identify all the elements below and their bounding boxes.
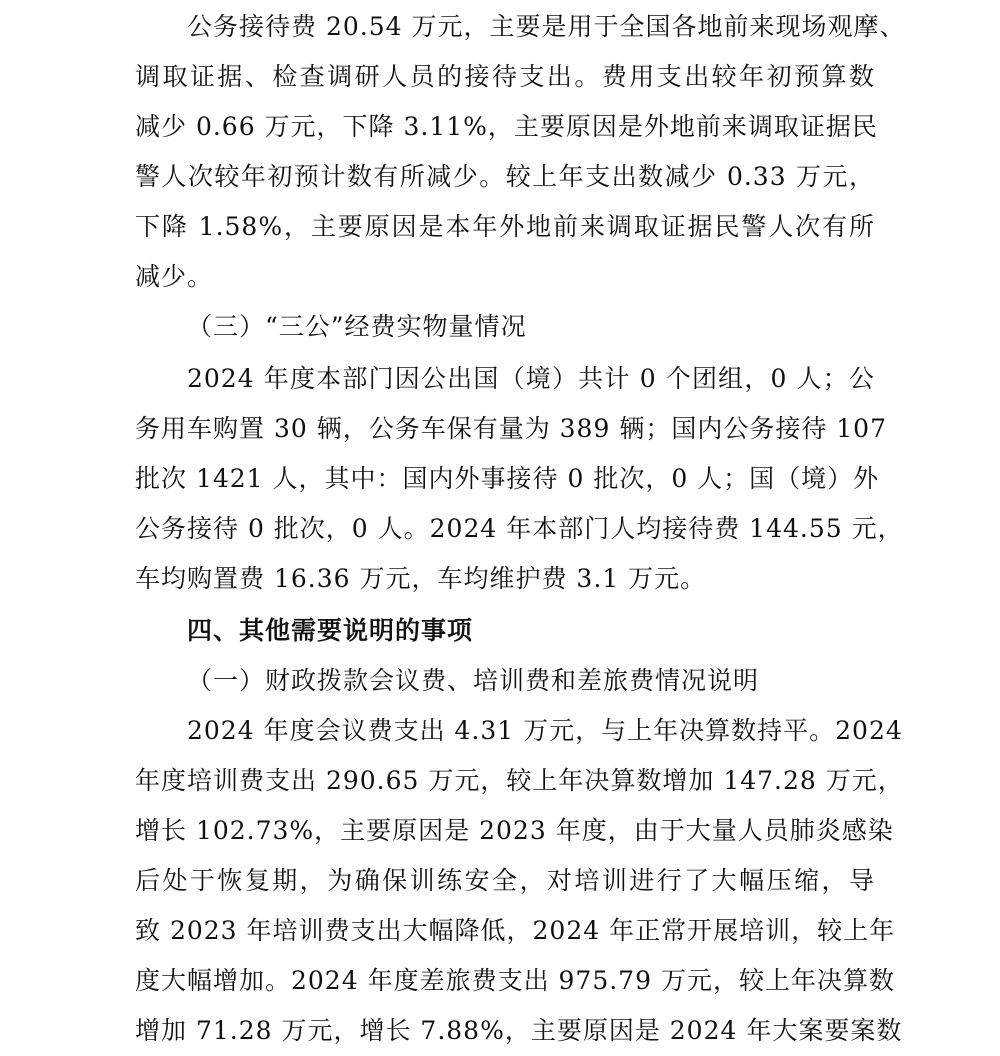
- paragraph-line: 减少。: [135, 262, 214, 291]
- paragraph-line: 公务接待 0 批次，0 人。2024 年本部门人均接待费 144.55 元，: [135, 514, 904, 543]
- paragraph-line: 务用车购置 30 辆，公务车保有量为 389 辆；国内公务接待 107: [135, 414, 887, 443]
- paragraph-line: 2024 年度本部门因公出国（境）共计 0 个团组，0 人；公: [187, 364, 875, 393]
- paragraph-line: 批次 1421 人，其中：国内外事接待 0 批次，0 人；国（境）外: [135, 464, 880, 493]
- paragraph-line: 车均购置费 16.36 万元，车均维护费 3.1 万元。: [135, 564, 707, 593]
- paragraph-line: 公务接待费 20.54 万元，主要是用于全国各地前来现场观摩、: [187, 12, 906, 41]
- paragraph-line: 下降 1.58%，主要原因是本年外地前来调取证据民警人次有所: [135, 212, 875, 241]
- paragraph-line: 警人次较年初预计数有所减少。较上年支出数减少 0.33 万元，: [135, 162, 875, 191]
- section-subheading: （一）财政拨款会议费、培训费和差旅费情况说明: [187, 666, 760, 695]
- section-subheading: （三）“三公”经费实物量情况: [187, 312, 527, 341]
- paragraph-line: 度大幅增加。2024 年度差旅费支出 975.79 万元，较上年决算数: [135, 966, 895, 995]
- paragraph-line: 2024 年度会议费支出 4.31 万元，与上年决算数持平。2024: [187, 716, 903, 745]
- paragraph-line: 调取证据、检查调研人员的接待支出。费用支出较年初预算数: [135, 62, 875, 91]
- paragraph-line: 致 2023 年培训费支出大幅降低，2024 年正常开展培训，较上年: [135, 916, 896, 945]
- paragraph-line: 增长 102.73%，主要原因是 2023 年度，由于大量人员肺炎感染: [135, 816, 894, 845]
- paragraph-line: 后处于恢复期，为确保训练安全，对培训进行了大幅压缩，导: [135, 866, 875, 895]
- paragraph-line: 年度培训费支出 290.65 万元，较上年决算数增加 147.28 万元，: [135, 766, 904, 795]
- paragraph-line: 增加 71.28 万元，增长 7.88%，主要原因是 2024 年大案要案数: [135, 1016, 903, 1045]
- paragraph-line: 减少 0.66 万元，下降 3.11%，主要原因是外地前来调取证据民: [135, 112, 878, 141]
- section-heading: 四、其他需要说明的事项: [187, 616, 474, 645]
